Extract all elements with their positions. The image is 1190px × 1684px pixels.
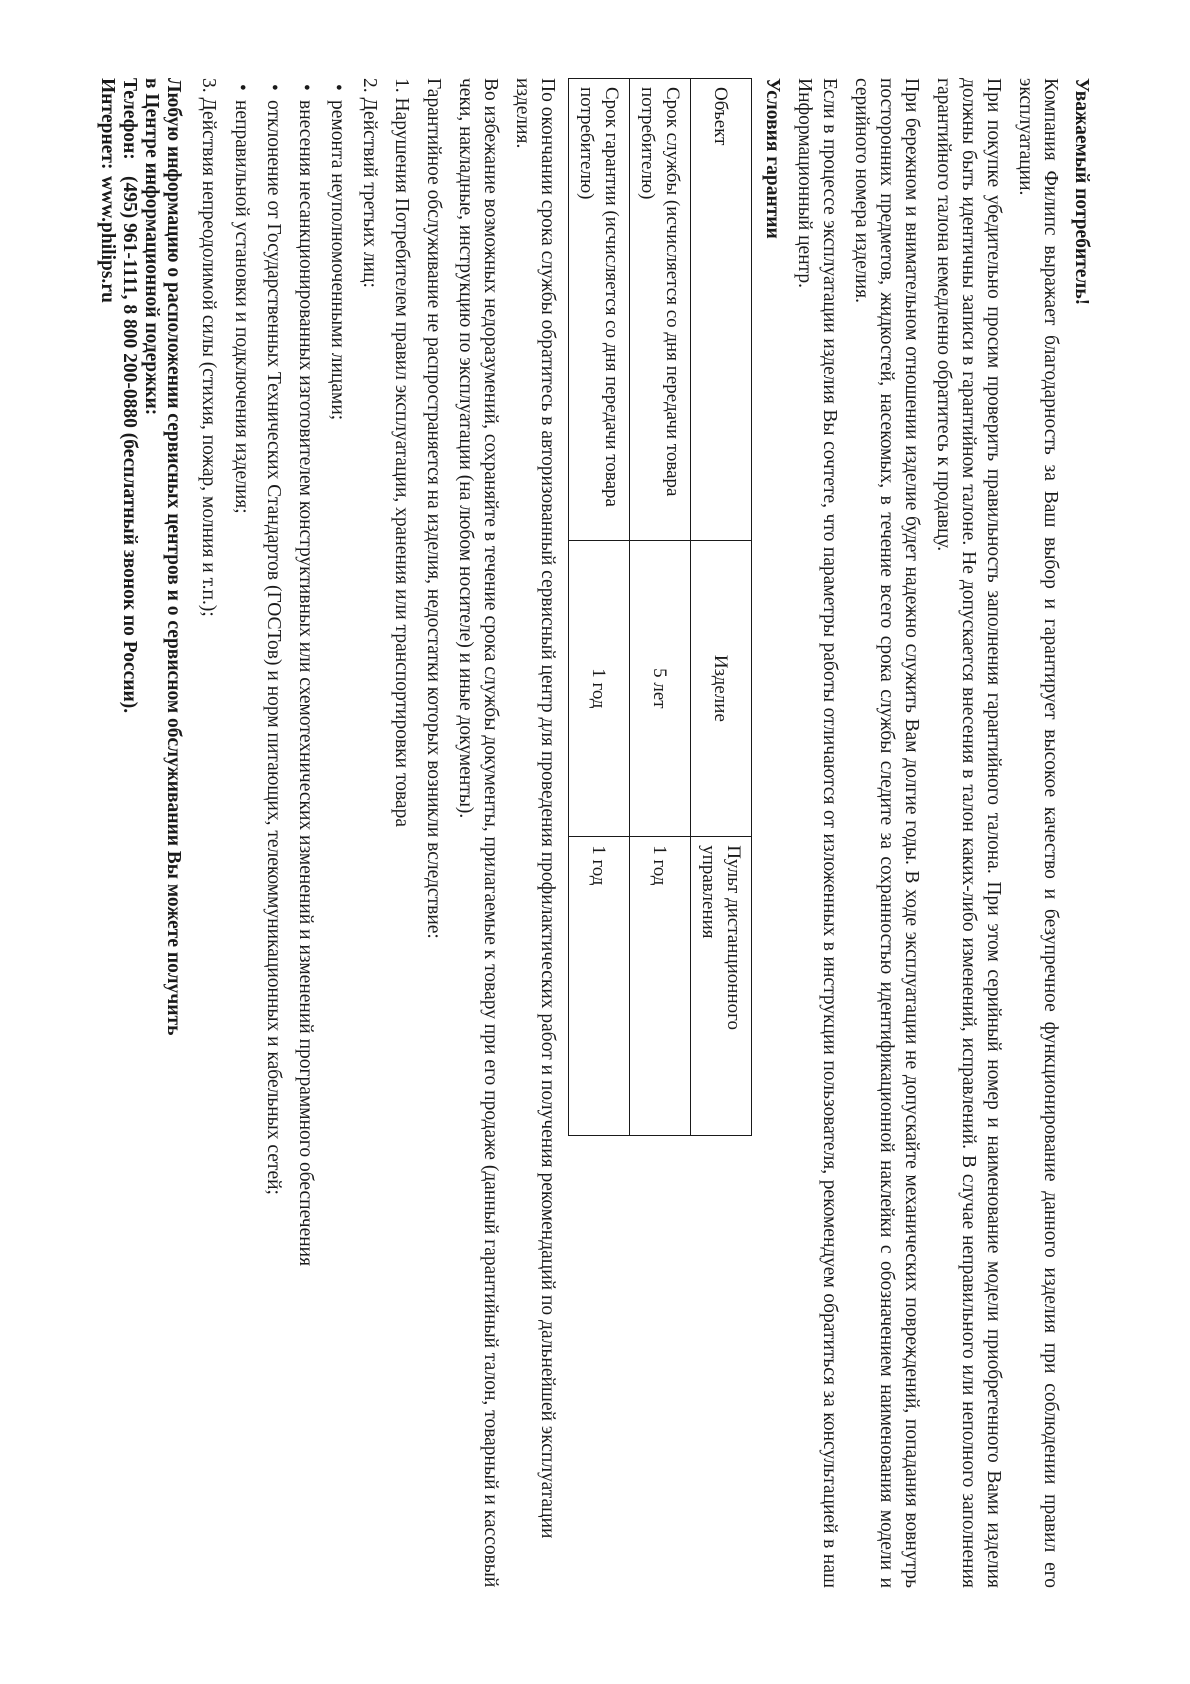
contact-info-line-1: Любую информацию о расположении сервисных центров и о сервисном обслуживании Вы можете получить — [163, 78, 184, 1036]
row-warranty-period-remote: 1 год — [569, 837, 630, 1136]
greeting-heading: Уважаемый потребитель! — [1071, 78, 1092, 306]
header-product: Изделие — [691, 540, 752, 837]
table-row — [630, 79, 691, 1136]
intro-paragraph: Компания Филипс выражает благодарность за Ваш выбор и гарантирует высокое качество и безупречное функционирование данного изделия при соблюдении правил его эксплуатации. — [1015, 78, 1061, 1588]
row-service-life-product: 5 лет — [630, 540, 691, 837]
cause-item-1: 1. Нарушения Потребителем правил эксплуатации, хранения или транспортировки товара — [391, 78, 412, 827]
internet-link: www.philips.ru — [97, 176, 118, 303]
bullet-icon: • — [231, 84, 252, 91]
third-party-bullet-list — [229, 78, 350, 1588]
cause-item-3: 3. Действия непреодолимой силы (стихия, пожар, молния и т.п.); — [198, 78, 219, 617]
list-item: •ремонта неуполномоченными лицами; — [327, 84, 348, 421]
list-item: •отклонение от Государственных Технических Стандартов (ГОСТов) и норм питающих, телекоммуникационных и кабельных сетей; — [263, 84, 284, 1195]
list-item: •внесения несанкционированных изготовителем конструктивных или схемотехнических изменений и изменений программного обеспечения — [295, 84, 316, 1267]
careful-use-paragraph: При бережном и внимательном отношении изделие будет надежно служить Вам долгие годы. В ходе эксплуатации не допускайте механических повреждений, попадания вовнутрь посторонних предметов, жидкостей, насекомых, в течение всего срока службы следите за сохранностью идентификационной наклейки с обозначением наименования модели и серийного номера изделия. — [851, 78, 922, 1588]
contact-phone — [118, 78, 140, 1588]
row-warranty-period-label: Срок гарантии (исчисляется со дня передачи товара потребителю) — [569, 79, 630, 541]
contact-internet — [96, 78, 118, 1588]
end-of-service-paragraph: По окончании срока службы обратитесь в авторизованный сервисный центр для проведения профилактических работ и получения рекомендаций по дальнейшей эксплуатации изделия. — [512, 78, 558, 1539]
exclusions-intro-paragraph: Гарантийное обслуживание не распространяется на изделия, недостатки которых возникли вследствие: — [423, 78, 444, 939]
phone-value: (495) 961-1111, 8 800 200-0880 (бесплатный звонок по России). — [119, 176, 140, 714]
table-header-row — [691, 79, 752, 1136]
row-warranty-period-product: 1 год — [569, 540, 630, 837]
bullet-icon: • — [263, 84, 284, 91]
internet-label: Интернет: — [97, 78, 118, 170]
cause-item-2: 2. Действий третьих лиц: — [359, 78, 380, 288]
warranty-conditions-title: Условия гарантии — [762, 78, 783, 239]
keep-documents-paragraph: Во избежание возможных недоразумений, сохраняйте в течение срока службы документы, прилагаемые к товару при его продаже (данный гарантийный талон, товарный и кассовый чеки, накладные, инструкцию по эксплуатации (на любом носителе) и иные документы). — [455, 78, 501, 1588]
contact-info-line-2: в Центре информационной подержки: — [141, 78, 162, 416]
row-service-life-remote: 1 год — [630, 837, 691, 1136]
phone-label: Телефон: — [119, 78, 140, 160]
consultation-paragraph: Если в процессе эксплуатации изделия Вы сочтете, что параметры работы отличаются от изложенных в инструкции пользователя, рекомендуем обратиться за консультацией в наш Информационный центр. — [794, 78, 840, 1588]
purchase-check-paragraph: При покупке убедительно просим проверить правильность заполнения гарантийного талона. При этом серийный номер и наименование модели приобретенного Вами изделия должны быть идентичны записи в гарантийном талоне. Не допускается внесения в талон каких-либо изменений, исправлений. В случае неправильного или неполного заполнения гарантийного талона немедленно обратитесь к продавцу. — [933, 78, 1004, 1588]
warranty-document — [54, 78, 1094, 1588]
header-remote-control: Пульт дистанционного управления — [691, 837, 752, 1136]
warranty-table — [568, 78, 752, 1136]
table-row — [569, 79, 630, 1136]
bullet-icon: • — [295, 84, 316, 91]
bullet-icon: • — [327, 84, 348, 91]
header-object: Объект — [691, 79, 752, 541]
list-item: •неправильной установки и подключения изделия; — [231, 84, 252, 514]
row-service-life-label: Срок службы (исчисляется со дня передачи товара потребителю) — [630, 79, 691, 541]
